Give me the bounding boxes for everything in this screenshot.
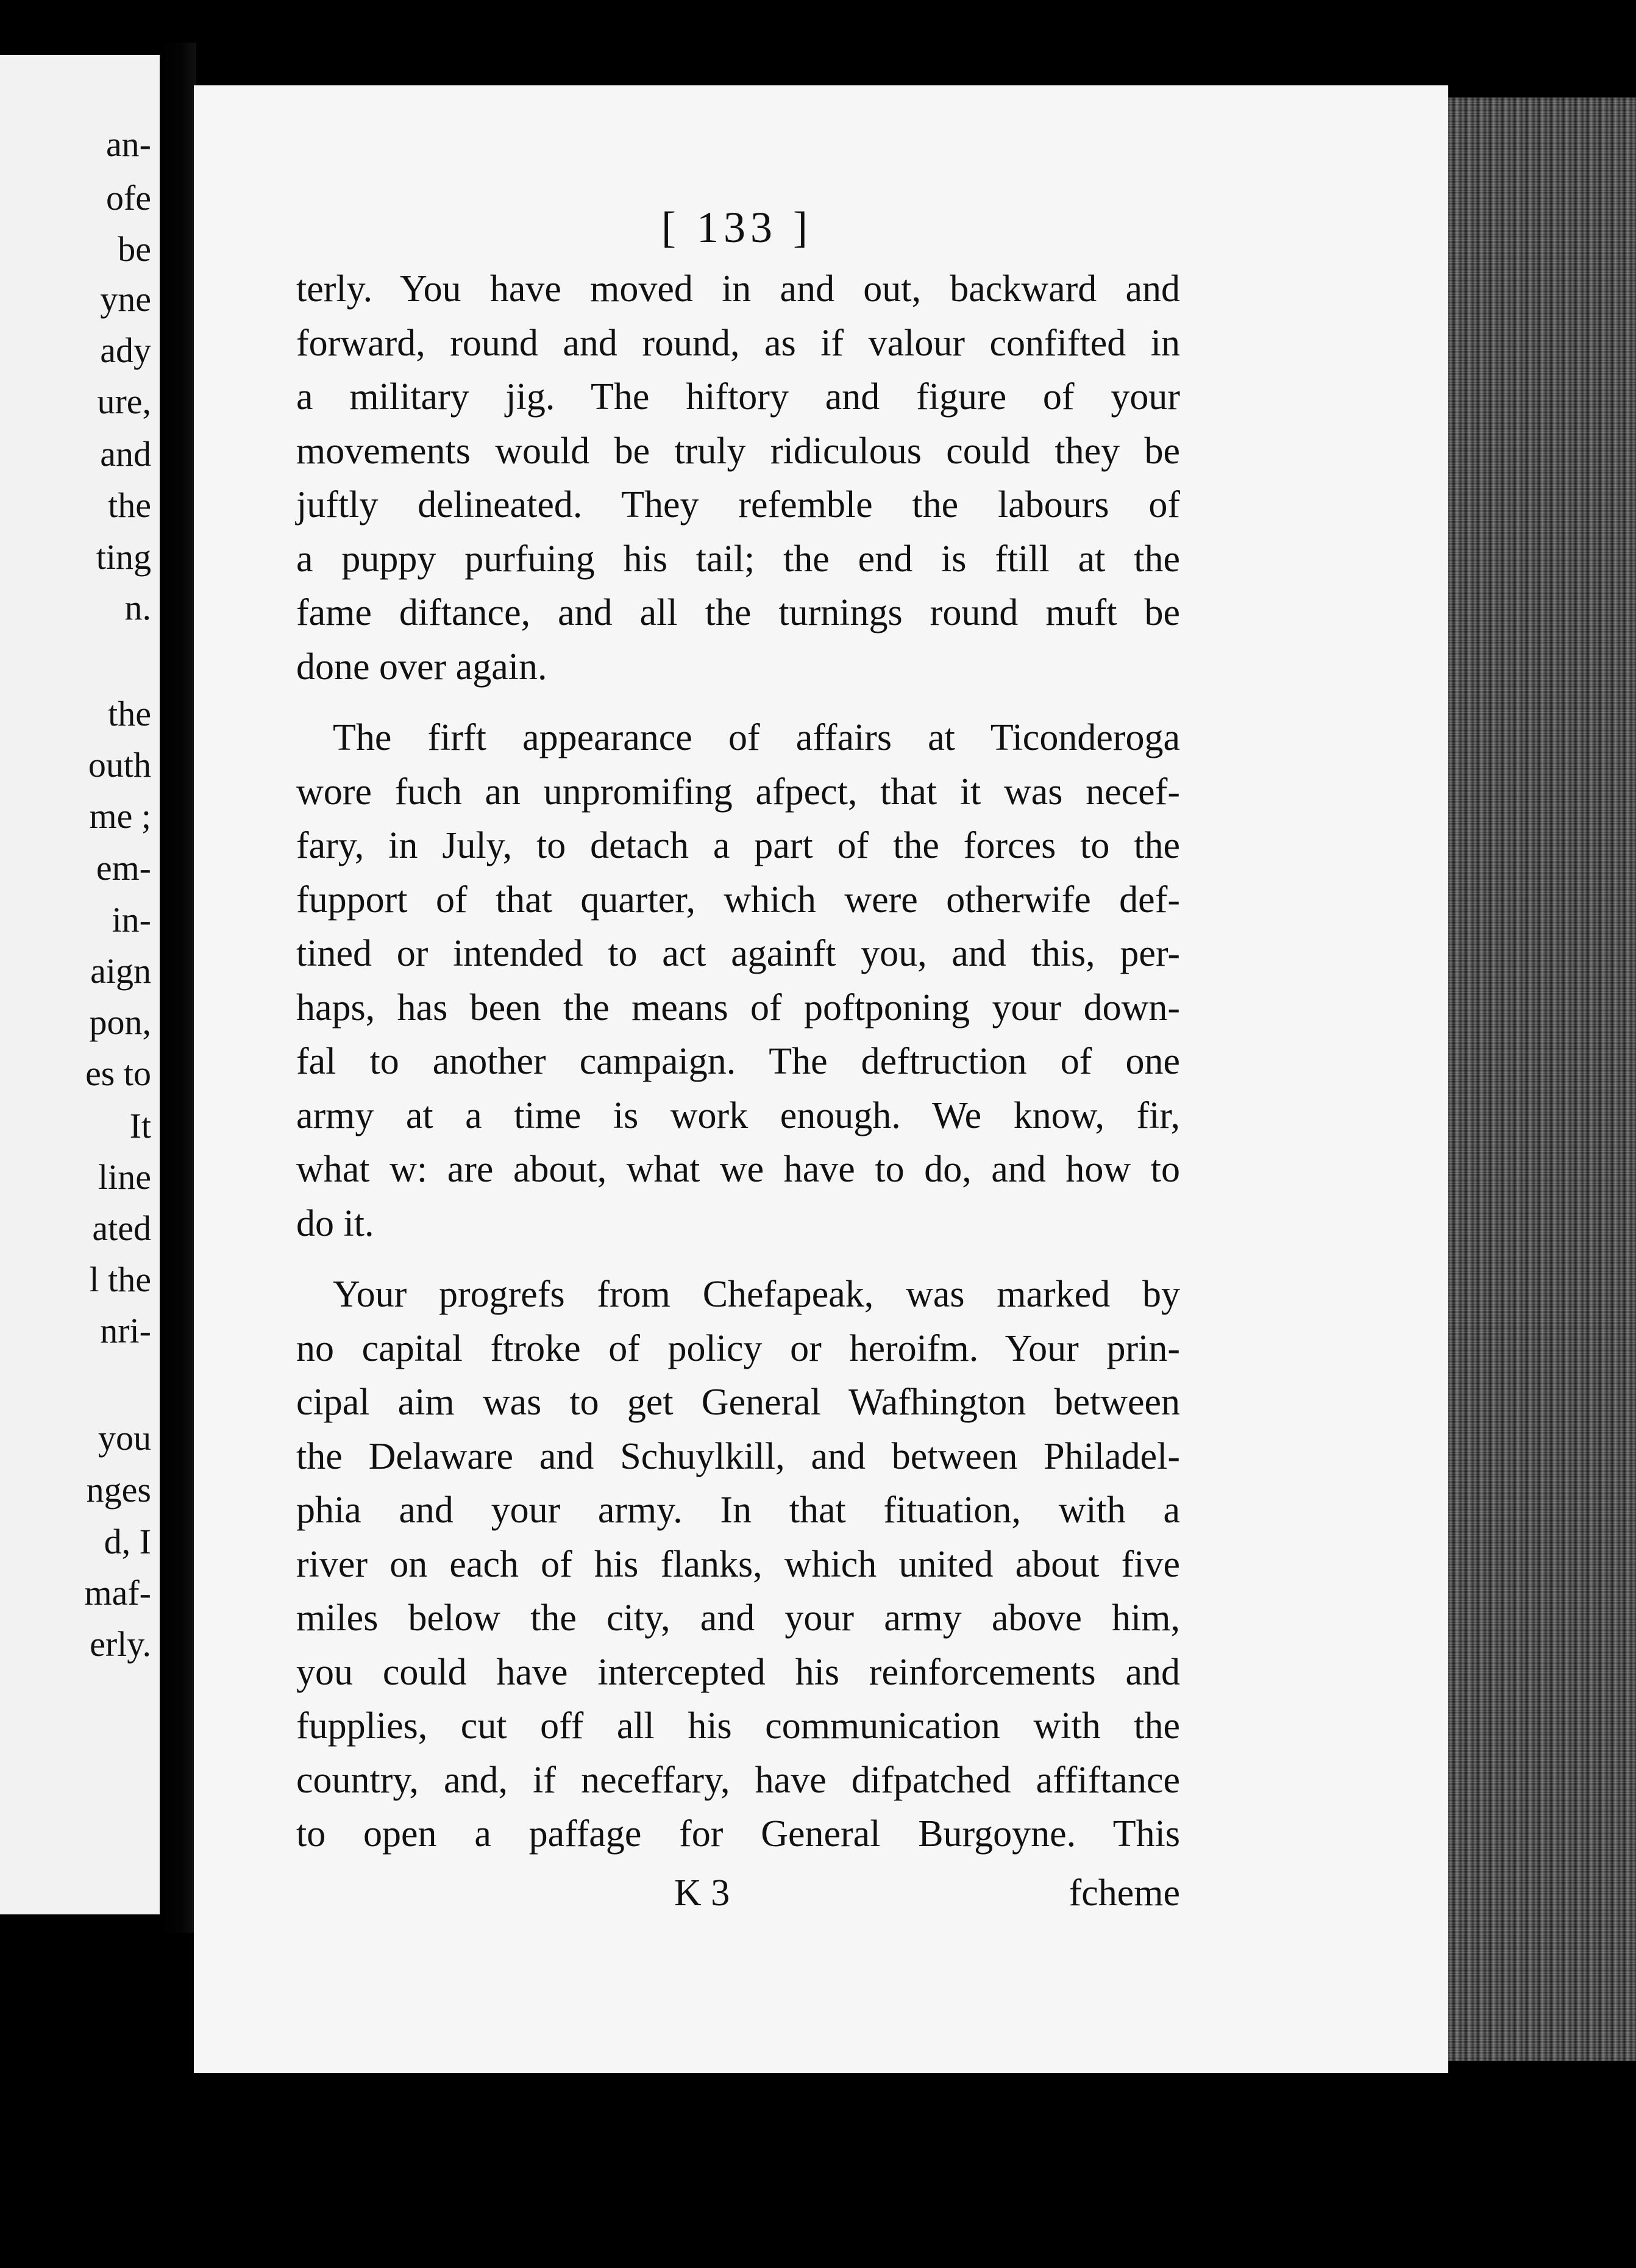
text-line: what w: are about, what we have to do, and how to <box>296 1149 1180 1190</box>
left-page-fragment: nges <box>86 1470 151 1510</box>
left-page-fragment: l the <box>89 1260 151 1299</box>
left-page-fragment: em- <box>96 848 151 888</box>
left-page-fragment: maf- <box>84 1573 151 1613</box>
text-line: the Delaware and Schuylkill, and between Philadel- <box>296 1435 1180 1477</box>
left-page-fragment: es to <box>85 1054 151 1093</box>
left-page-fragment: and <box>100 434 151 474</box>
left-page-fragment: me ; <box>89 796 151 836</box>
left-page-fragment: d, I <box>104 1522 151 1561</box>
left-page-fragment: be <box>118 229 151 269</box>
left-page-fragment: in- <box>112 900 151 940</box>
text-line: fupplies, cut off all his communication with the <box>296 1705 1180 1747</box>
text-line: tined or intended to act againft you, and this, per- <box>296 933 1180 974</box>
text-line: fupport of that quarter, which were otherwife def- <box>296 879 1180 921</box>
text-line: cipal aim was to get General Wafhington between <box>296 1382 1180 1423</box>
left-page-fragment: the <box>108 485 151 525</box>
text-line: to open a paffage for General Burgoyne. This <box>296 1813 1180 1855</box>
body-text <box>296 262 1180 1861</box>
signature-mark: K 3 <box>674 1872 730 1914</box>
left-page-fragment: ure, <box>97 382 151 421</box>
left-page-fragment: ting <box>96 537 151 577</box>
left-page-fragment: yne <box>100 279 151 319</box>
paragraph-gap <box>296 1250 1180 1268</box>
text-line: army at a time is work enough. We know, fir, <box>296 1094 1180 1136</box>
text-line: Your progrefs from Chefapeak, was marked by <box>333 1274 1180 1315</box>
text-line: miles below the city, and your army above him, <box>296 1597 1180 1639</box>
left-page-fragment: nri- <box>100 1311 151 1350</box>
left-page-fragment: pon, <box>89 1002 151 1042</box>
book-edge <box>1448 98 1636 2061</box>
left-facing-page <box>0 55 161 1914</box>
text-line: The firft appearance of affairs at Ticonderoga <box>333 717 1180 758</box>
left-page-fragment: line <box>98 1157 151 1197</box>
text-line: fary, in July, to detach a part of the forces to the <box>296 825 1180 866</box>
left-page-fragment: aign <box>90 951 151 991</box>
text-line: terly. You have moved in and out, backward and <box>296 268 1180 310</box>
text-line: river on each of his flanks, which united about five <box>296 1543 1180 1585</box>
text-line: a puppy purfuing his tail; the end is ftill at the <box>296 538 1180 580</box>
text-line: do it. <box>296 1202 374 1244</box>
left-page-fragment: It <box>129 1106 151 1146</box>
text-line: movements would be truly ridiculous could they be <box>296 430 1180 472</box>
text-line: juftly delineated. They refemble the labours of <box>296 484 1180 526</box>
left-page-fragment: ofe <box>105 178 151 218</box>
left-page-fragment: ady <box>100 330 151 370</box>
page-gutter <box>160 43 196 1933</box>
text-line: country, and, if neceffary, have difpatched affiftance <box>296 1759 1180 1801</box>
text-line: haps, has been the means of poftponing your down- <box>296 986 1180 1029</box>
text-line: done over again. <box>296 646 547 688</box>
text-line: fame diftance, and all the turnings round muft be <box>296 592 1180 633</box>
text-line: fal to another campaign. The deftruction of one <box>296 1041 1180 1082</box>
left-page-fragment: an- <box>105 124 151 164</box>
text-line: no capital ftroke of policy or heroifm. Your prin- <box>296 1327 1180 1369</box>
left-page-fragment: n. <box>124 588 151 627</box>
text-line: phia and your army. In that fituation, with a <box>296 1489 1180 1531</box>
text-line: wore fuch an unpromifing afpect, that it was necef- <box>296 771 1180 813</box>
left-page-fragment: the <box>108 694 151 733</box>
left-page-fragment: outh <box>88 745 151 785</box>
left-page-fragment: erly. <box>90 1624 151 1664</box>
left-page-fragment: ated <box>92 1208 151 1248</box>
page-number-header: [ 133 ] <box>661 203 813 252</box>
paragraph-gap <box>296 694 1180 711</box>
text-line: a military jig. The hiftory and figure of your <box>296 376 1180 418</box>
text-line: you could have intercepted his reinforcements and <box>296 1651 1180 1693</box>
catchword: fcheme <box>1069 1872 1180 1914</box>
left-page-fragment: you <box>98 1418 151 1458</box>
text-line: forward, round and round, as if valour confifted in <box>296 322 1180 364</box>
